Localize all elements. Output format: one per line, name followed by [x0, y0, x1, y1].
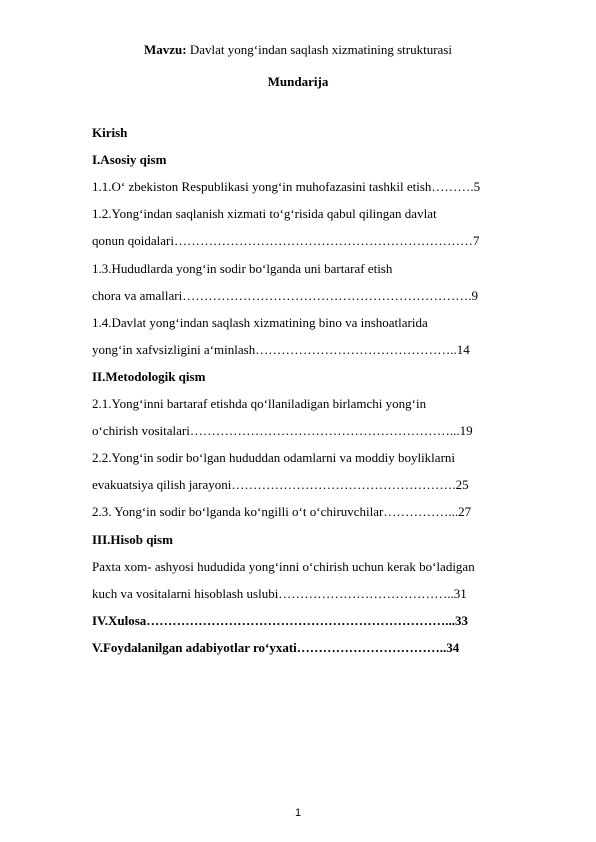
document-title: [0, 42, 596, 58]
toc-section-heading: V.Foydalanilgan adabiyotlar ro‘yxati……………………………..34: [92, 640, 460, 655]
toc-entry: yong‘in xafvsizligini a‘minlash………………………………………..14: [92, 342, 470, 357]
toc-entry: Paxta xom- ashyosi hududida yong‘inni o‘chirish uchun kerak bo‘ladigan: [92, 559, 475, 574]
toc-entry: o‘chirish vositalari……………………………………………………...19: [92, 423, 473, 438]
toc-entry: 1.2.Yong‘indan saqlanish xizmati to‘g‘risida qabul qilingan davlat: [92, 206, 437, 221]
page-number: 1: [294, 807, 302, 819]
toc-entry: 1.4.Davlat yong‘indan saqlash xizmatining bino va inshoatlarida: [92, 315, 428, 330]
toc-section-heading: I.Asosiy qism: [92, 152, 167, 167]
toc-entry: qonun qoidalari……………………………………………………………7: [92, 233, 480, 248]
toc-entry: evakuatsiya qilish jarayoni…………………………………………….25: [92, 477, 469, 492]
toc-section-heading: IV.Xulosa……………………………………………………………...33: [92, 613, 469, 628]
toc-entry: kuch va vositalarni hisoblash uslubi…………………………………..31: [92, 586, 467, 601]
toc-section-heading: II.Metodologik qism: [92, 369, 206, 384]
title-prefix: Mavzu:: [144, 42, 187, 57]
toc-entry: 2.2.Yong‘in sodir bo‘lgan hududdan odamlarni va moddiy boyliklarni: [92, 450, 456, 465]
title-text: Davlat yong‘indan saqlash xizmatining strukturasi: [186, 42, 452, 57]
toc-heading: Mundarija: [267, 74, 329, 89]
toc-entry: 1.1.O‘ zbekiston Respublikasi yong‘in muhofazasini tashkil etish……….5: [92, 179, 481, 194]
toc-section-heading: III.Hisob qism: [92, 532, 173, 547]
toc-entry: chora va amallari………………………………………………………….9: [92, 288, 478, 303]
toc-entry: 2.3. Yong‘in sodir bo‘lganda ko‘ngilli o‘t o‘chiruvchilar……………...27: [92, 504, 472, 519]
toc-section-heading: Kirish: [92, 125, 128, 140]
toc-entry: 2.1.Yong‘inni bartaraf etishda qo‘llaniladigan birlamchi yong‘in: [92, 396, 427, 411]
toc-entry: 1.3.Hududlarda yong‘in sodir bo‘lganda uni bartaraf etish: [92, 261, 393, 276]
